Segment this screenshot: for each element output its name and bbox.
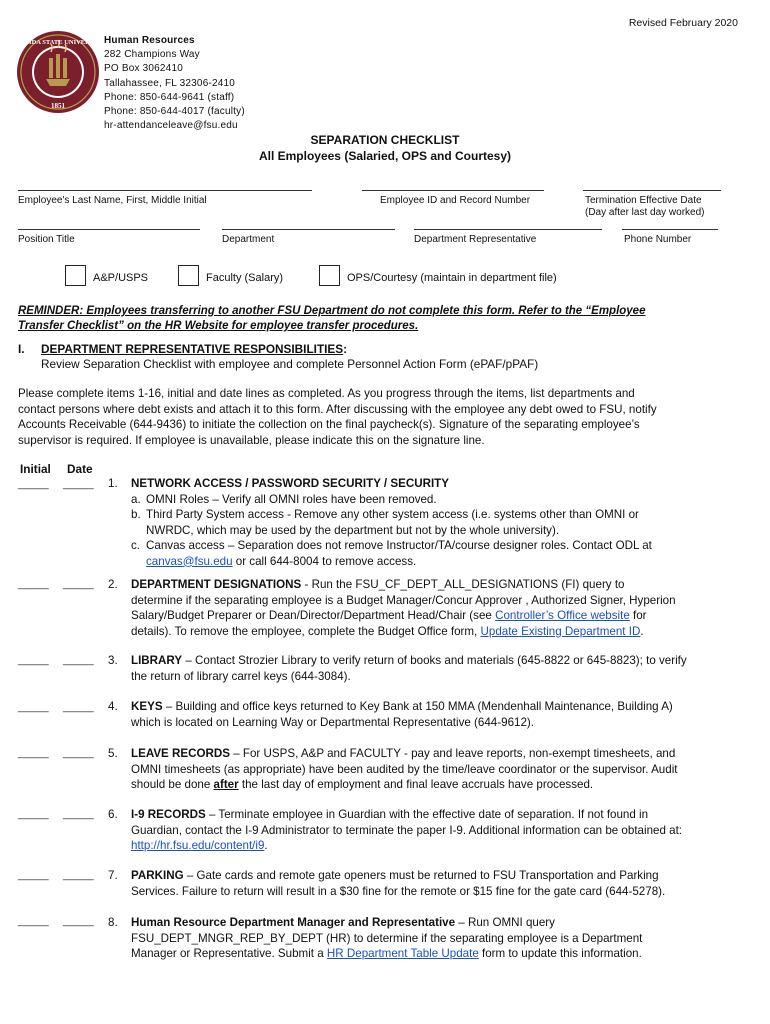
ap-usps-checkbox[interactable] bbox=[65, 265, 86, 286]
item-title: LIBRARY bbox=[131, 654, 183, 667]
sub-letter: a. bbox=[131, 492, 141, 506]
item-title: Human Resource Department Manager and Representative bbox=[131, 916, 456, 929]
item-text: – Run OMNI query bbox=[455, 916, 555, 929]
seal-year: 1851 bbox=[51, 102, 65, 110]
checklist-item-i9 bbox=[108, 807, 740, 854]
sub-text: NWRDC, which may be used by the department but not by the whole university). bbox=[146, 523, 560, 537]
emphasis-after: after bbox=[213, 778, 239, 791]
initial-blank[interactable]: _____ bbox=[18, 808, 49, 820]
item-text: the last day of employment and final leave accruals have processed. bbox=[238, 778, 594, 791]
fsu-seal-logo bbox=[10, 30, 106, 114]
item-text: the return of library carrel keys (644-3084). bbox=[131, 669, 351, 683]
checklist-item-dept-designations bbox=[108, 577, 740, 639]
item-text: OMNI timesheets (as appropriate) have been audited by the time/leave coordinator or the supervisor. Audit bbox=[131, 762, 678, 776]
item-text: FSU_DEPT_MNGR_REP_BY_DEPT (HR) to determine if the separating employee is a Department bbox=[131, 931, 643, 945]
initial-blank[interactable]: _____ bbox=[18, 478, 49, 490]
section-colon: : bbox=[343, 342, 348, 356]
dept-rep-label: Department Representative bbox=[414, 234, 537, 245]
checklist-item-hr-dept-manager bbox=[108, 915, 740, 962]
transfer-reminder bbox=[18, 304, 738, 334]
item-text: form to update this information. bbox=[478, 947, 642, 960]
phone-label: Phone Number bbox=[624, 234, 692, 245]
update-dept-id-link[interactable]: Update Existing Department ID bbox=[480, 624, 641, 638]
item-number: 8. bbox=[108, 916, 118, 929]
name-label: Employee's Last Name, First, Middle Initial bbox=[18, 195, 207, 206]
instructions-line: contact persons where debt exists and attach it to this form. After discussing with the employee any debt owed to FSU, notify bbox=[18, 402, 657, 416]
phone-line[interactable] bbox=[622, 229, 718, 230]
item-number: 4. bbox=[108, 700, 118, 713]
item-text: . bbox=[640, 624, 644, 638]
faculty-checkbox[interactable] bbox=[178, 265, 199, 286]
instructions-line: supervisor is required. If employee is unavailable, please indicate this on the signature line. bbox=[18, 433, 485, 447]
item-text: – Gate cards and remote gate openers must be returned to FSU Transportation and Parking bbox=[183, 869, 659, 882]
form-title: SEPARATION CHECKLIST bbox=[310, 133, 460, 147]
item-number: 6. bbox=[108, 808, 118, 821]
ops-courtesy-checkbox[interactable] bbox=[319, 265, 340, 286]
hr-po-box: PO Box 3062410 bbox=[104, 63, 183, 75]
item-text: – Terminate employee in Guardian with the effective date of separation. If not found in bbox=[205, 808, 649, 821]
item-number: 1. bbox=[108, 477, 118, 490]
item-text: which is located on Learning Way or Departmental Representative (644-9612). bbox=[131, 715, 534, 729]
item-text: - Run the FSU_CF_DEPT_ALL_DESIGNATIONS (FI) query to bbox=[301, 578, 625, 591]
position-line[interactable] bbox=[18, 229, 200, 230]
item-title: KEYS bbox=[131, 700, 163, 713]
initial-blank[interactable]: _____ bbox=[18, 654, 49, 666]
date-blank[interactable]: _____ bbox=[63, 915, 94, 927]
instructions-paragraph bbox=[18, 386, 738, 448]
sub-text: or call 644-8004 to remove access. bbox=[232, 554, 417, 568]
sub-text: Canvas access – Separation does not remove Instructor/TA/course designer roles. Contact ODL at bbox=[146, 539, 652, 552]
hr-dept-table-update-link[interactable]: HR Department Table Update bbox=[326, 947, 479, 960]
date-blank[interactable]: _____ bbox=[63, 869, 94, 881]
termdate-sublabel: (Day after last day worked) bbox=[585, 207, 705, 218]
instructions-line: Please complete items 1-16, initial and date lines as completed. As you progress through the items, list departments and bbox=[18, 387, 635, 400]
hr-address-block bbox=[104, 34, 245, 133]
emplid-label: Employee ID and Record Number bbox=[380, 195, 531, 206]
date-blank[interactable]: _____ bbox=[63, 478, 94, 490]
controllers-office-link[interactable]: Controller’s Office website bbox=[495, 609, 630, 622]
item-title: DEPARTMENT DESIGNATIONS bbox=[131, 578, 302, 591]
hr-city: Tallahassee, FL 32306-2410 bbox=[104, 77, 236, 89]
checklist-item-network bbox=[108, 476, 740, 569]
faculty-label: Faculty (Salary) bbox=[206, 272, 284, 284]
ops-courtesy-label: OPS/Courtesy (maintain in department file) bbox=[347, 272, 557, 284]
date-blank[interactable]: _____ bbox=[63, 578, 94, 590]
sub-text: Third Party System access - Remove any other system access (i.e. systems other than OMNI or bbox=[146, 508, 639, 521]
hr-phone-staff: Phone: 850-644-9641 (staff) bbox=[104, 91, 235, 103]
dept-rep-line[interactable] bbox=[414, 229, 602, 230]
checklist-item-leave-records bbox=[108, 746, 740, 793]
termdate-line[interactable] bbox=[583, 190, 721, 191]
section-heading bbox=[18, 342, 347, 356]
item-number: 2. bbox=[108, 578, 118, 591]
initial-blank[interactable]: _____ bbox=[18, 747, 49, 759]
termdate-label: Termination Effective Date bbox=[585, 195, 702, 206]
checklist-item-parking bbox=[108, 868, 740, 899]
item-text: determine if the separating employee is a Budget Manager/Concur Approver , Authorized Signer, Hyperion bbox=[131, 593, 676, 607]
seal-text: FLORIDA STATE UNIVERSITY bbox=[10, 39, 106, 46]
item-text: . bbox=[264, 839, 268, 852]
initial-column-header: Initial bbox=[20, 462, 51, 476]
item-text: Guardian, contact the I-9 Administrator to terminate the paper I-9. Additional information can be obtained at: bbox=[131, 823, 683, 837]
canvas-email-link[interactable]: canvas@fsu.edu bbox=[146, 554, 233, 568]
item-number: 3. bbox=[108, 654, 118, 667]
item-text: should be done bbox=[131, 778, 214, 791]
hr-email: hr-attendanceleave@fsu.edu bbox=[104, 120, 238, 132]
date-blank[interactable]: _____ bbox=[63, 701, 94, 713]
date-blank[interactable]: _____ bbox=[63, 747, 94, 759]
initial-blank[interactable]: _____ bbox=[18, 701, 49, 713]
reminder-line-1: REMINDER: Employees transferring to another FSU Department do not complete this form. Refer to the “Employee bbox=[18, 305, 646, 317]
checklist-item-keys bbox=[108, 699, 740, 730]
item-text: Salary/Budget Preparer or Dean/Director/Department Head/Chair (see bbox=[131, 609, 496, 622]
item-text: Services. Failure to return will result in a $30 fine for the remote or $15 fine for the gate card (644-5278). bbox=[131, 884, 666, 898]
item-number: 5. bbox=[108, 747, 118, 760]
emplid-line[interactable] bbox=[362, 190, 544, 191]
checklist-item-library bbox=[108, 653, 740, 684]
position-label: Position Title bbox=[18, 234, 75, 245]
section-title: DEPARTMENT REPRESENTATIVE RESPONSIBILITIES bbox=[41, 342, 344, 356]
item-text: – Building and office keys returned to Key Bank at 150 MMA (Mendenhall Maintenance, Building A) bbox=[162, 700, 673, 713]
reminder-line-2: Transfer Checklist” on the HR Website for employee transfer procedures. bbox=[18, 320, 419, 332]
section-subtitle: Review Separation Checklist with employee and complete Personnel Action Form (ePAF/pPAF) bbox=[41, 357, 539, 371]
name-line[interactable] bbox=[18, 190, 312, 191]
sub-letter: b. bbox=[131, 508, 141, 521]
item-text: – For USPS, A&P and FACULTY - pay and leave reports, non-exempt timesheets, and bbox=[230, 747, 676, 760]
item-text: Manager or Representative. Submit a bbox=[131, 947, 327, 960]
revision-date: Revised February 2020 bbox=[628, 17, 738, 29]
hr-street: 282 Champions Way bbox=[104, 49, 200, 61]
instructions-line: Accounts Receivable (644-9436) to initiate the collection on the final paycheck(s). Signature of the separating employee’s bbox=[18, 418, 640, 432]
date-blank[interactable]: _____ bbox=[63, 654, 94, 666]
item-title: I-9 RECORDS bbox=[131, 808, 206, 821]
date-blank[interactable]: _____ bbox=[63, 808, 94, 820]
department-line[interactable] bbox=[222, 229, 395, 230]
item-text: details). To remove the employee, complete the Budget Office form, bbox=[131, 624, 481, 638]
ap-usps-label: A&P/USPS bbox=[93, 272, 149, 284]
item-text: – Contact Strozier Library to verify return of books and materials (645-8822 or 645-8823); to verify bbox=[182, 654, 687, 667]
initial-blank[interactable]: _____ bbox=[18, 869, 49, 881]
department-label: Department bbox=[222, 234, 275, 245]
initial-blank[interactable]: _____ bbox=[18, 915, 49, 927]
item-title: LEAVE RECORDS bbox=[131, 747, 230, 760]
item-text: for bbox=[629, 609, 647, 622]
date-column-header: Date bbox=[67, 462, 93, 476]
sub-letter: c. bbox=[131, 539, 141, 552]
initial-blank[interactable]: _____ bbox=[18, 578, 49, 590]
item-title: PARKING bbox=[131, 869, 184, 882]
hr-dept-name: Human Resources bbox=[104, 35, 195, 46]
form-subtitle: All Employees (Salaried, OPS and Courtesy) bbox=[258, 149, 512, 163]
section-number: I. bbox=[18, 342, 25, 356]
sub-text: OMNI Roles – Verify all OMNI roles have been removed. bbox=[146, 492, 437, 506]
item-number: 7. bbox=[108, 869, 118, 882]
hr-phone-faculty: Phone: 850-644-4017 (faculty) bbox=[104, 106, 245, 118]
i9-info-link[interactable]: http://hr.fsu.edu/content/i9 bbox=[131, 839, 265, 852]
item-title: NETWORK ACCESS / PASSWORD SECURITY / SECURITY bbox=[131, 477, 449, 490]
